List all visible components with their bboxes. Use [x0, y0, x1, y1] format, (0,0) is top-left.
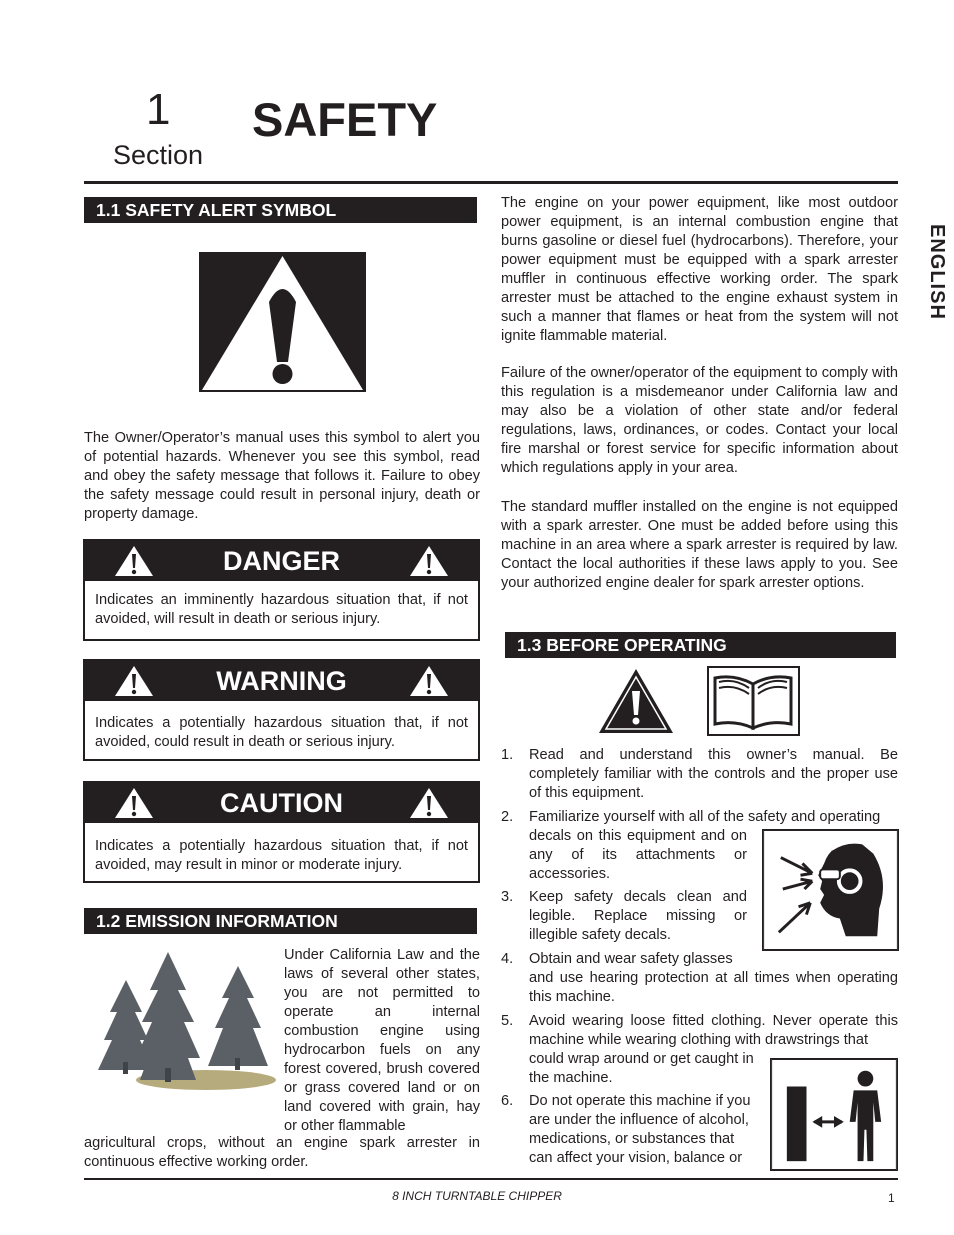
heading-safety-alert-symbol: 1.1 SAFETY ALERT SYMBOL — [84, 197, 477, 223]
safety-alert-triangle-icon — [199, 252, 366, 392]
section-word: Section — [113, 140, 204, 170]
warning-text: Indicates a potentially hazardous situation that, if not avoided, could result in death or serious injury. — [95, 715, 468, 750]
heading-before-operating: 1.3 BEFORE OPERATING — [505, 632, 896, 658]
read-manual-book-icon — [707, 666, 800, 736]
danger-alert-icon — [408, 544, 450, 578]
caution-word: CAUTION — [220, 788, 343, 818]
warning-box — [83, 659, 480, 761]
list-item: 2. Familiarize yourself with all of the safety and operating decals on this equipment and on any of its attachments or accessories. — [501, 809, 881, 882]
heading-emission-information: 1.2 EMISSION INFORMATION — [84, 908, 477, 934]
keep-distance-person-icon — [770, 1058, 898, 1171]
regulation-paragraph: Failure of the owner/operator of the equipment to comply with this regulation is a misdemeanor under California law and may also be a violation of other state and/or federal regulations, laws, ordinances, or codes. Contact your local fire marshal or forest service for specific information about which regulations apply in your area. — [501, 365, 898, 476]
danger-word: DANGER — [222, 546, 340, 576]
caution-box — [83, 781, 480, 883]
emission-side-text: Under California Law and the laws of several other states, you are not permitted to operate an internal combustion engine using hydrocarbon fuels on any forest covered, brush covered or grass covered land or on land covered with grain, hay or other flammable — [284, 947, 480, 1134]
eye-ear-protection-icon — [762, 829, 899, 951]
page-number: 1 — [888, 1191, 895, 1205]
alert-triangle-icon — [597, 667, 675, 735]
top-rule — [84, 181, 898, 184]
safety-alert-intro: The Owner/Operator’s manual uses this symbol to alert you of potential hazards. Whenever you see this symbol, read and obey the safety message that follows it. Failure to obey the safety message could result in personal injury, death or property damage. — [84, 430, 480, 522]
caution-alert-icon — [408, 786, 450, 820]
emission-full-text: agricultural crops, without an engine spark arrester in continuous effective working order. — [84, 1135, 480, 1170]
footer-title: 8 INCH TURNTABLE CHIPPER — [392, 1189, 562, 1203]
forest-trees-icon — [88, 950, 278, 1092]
bottom-rule — [84, 1178, 898, 1180]
list-item: 4. Obtain and wear safety glasses and use hearing protection at all times when operating this machine. — [501, 951, 898, 1005]
section-number: 1 — [146, 85, 171, 134]
page-title: SAFETY — [252, 93, 438, 146]
danger-text: Indicates an imminently hazardous situation that, if not avoided, will result in death or serious injury. — [95, 592, 468, 627]
language-tab: ENGLISH — [926, 224, 948, 320]
spark-arrester-paragraph: The engine on your power equipment, like most outdoor power equipment, is an internal combustion engine that burns gasoline or diesel fuel (hydrocarbons). Therefore, your power equipment must be equipped with a spark arrester muffler in continuous effective working order. The spark arrester must be attached to the engine exhaust system in such a manner that flames or heat from the system will not ignite flammable material. — [501, 195, 898, 344]
warning-alert-icon — [408, 664, 450, 698]
caution-text: Indicates a potentially hazardous situation that, if not avoided, may result in minor or moderate injury. — [95, 838, 468, 873]
standard-muffler-paragraph: The standard muffler installed on the engine is not equipped with a spark arrester. One must be added before using this machine in an area where a spark arrester is required by law. Contact the local authorities if these laws apply to you. See your authorized engine dealer for spark arrester options. — [501, 499, 898, 591]
list-item: 5. Avoid wearing loose fitted clothing. Never operate this machine while wearing clothing with drawstrings that could wrap around or get caught in the machine. — [501, 1013, 898, 1086]
warning-word: WARNING — [216, 666, 347, 696]
danger-box — [83, 539, 480, 641]
